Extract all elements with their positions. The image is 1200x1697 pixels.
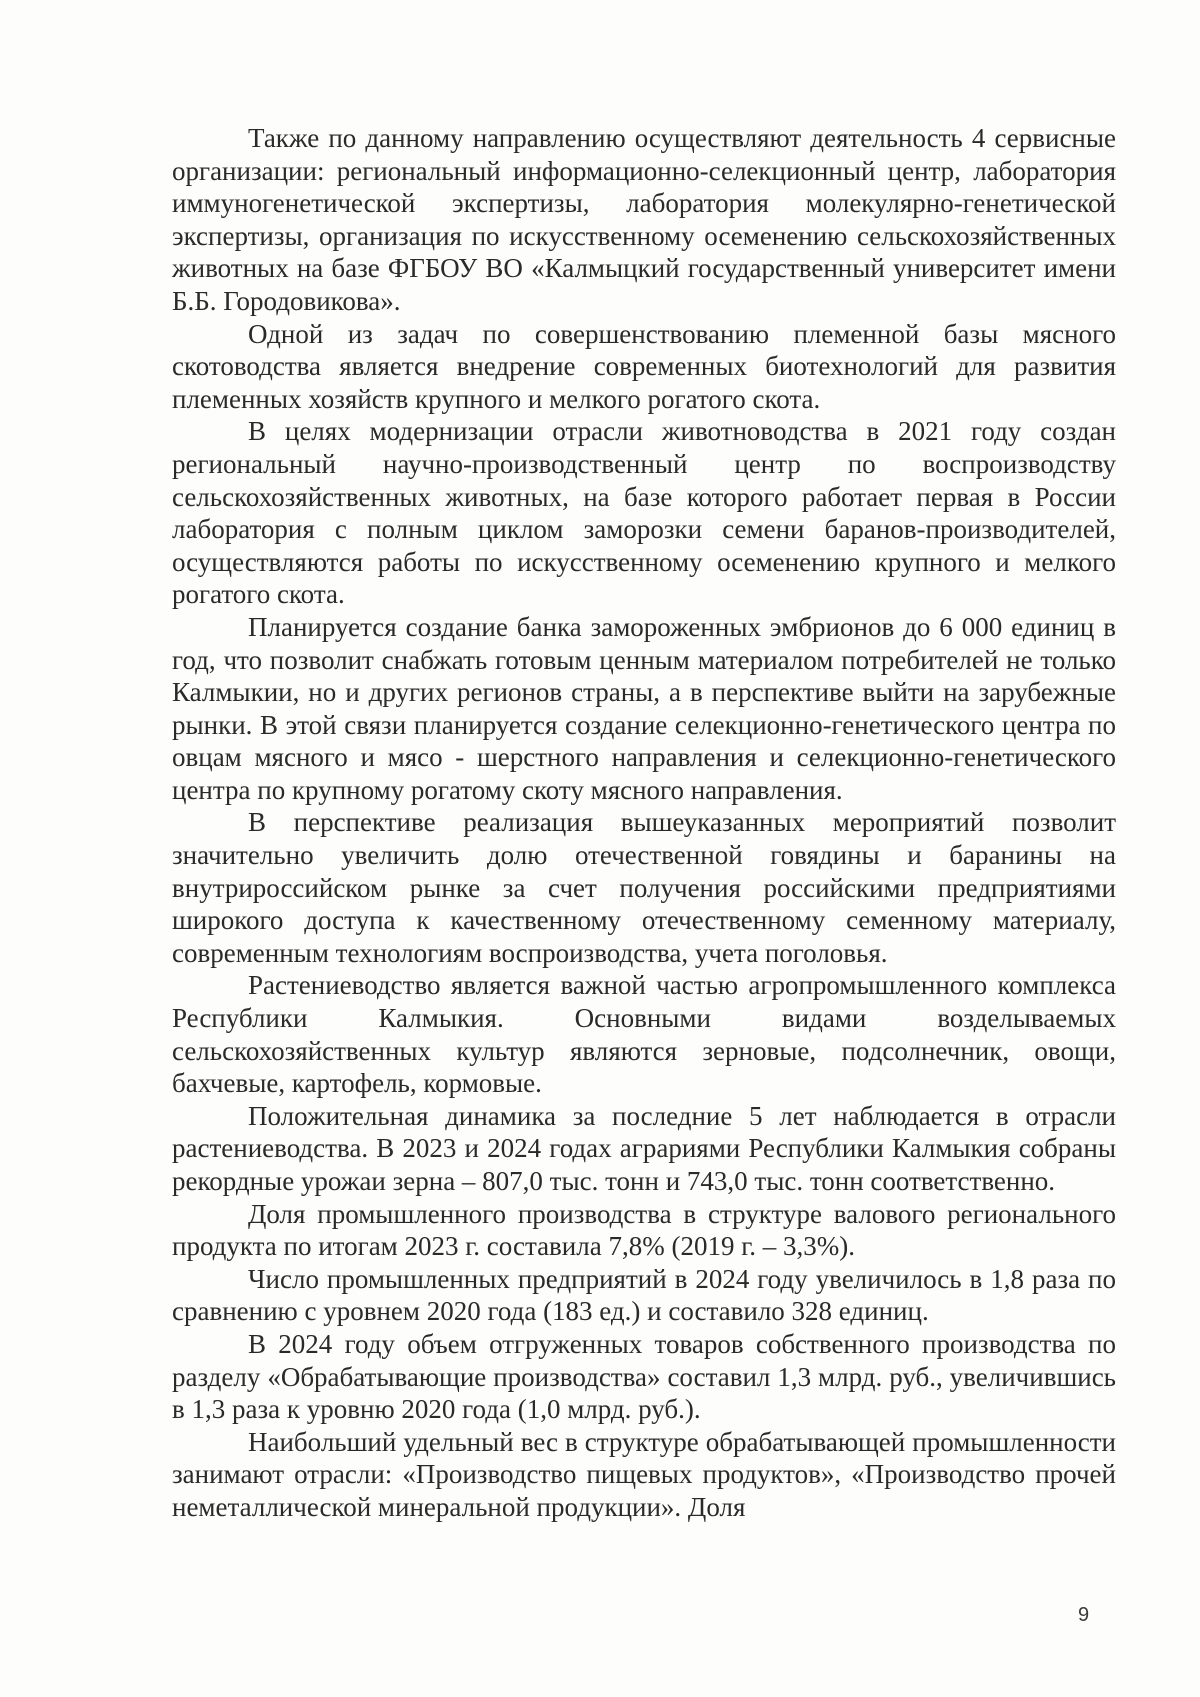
- paragraph-manufacturing-structure: Наибольший удельный вес в структуре обрабатывающей промышленности занимают отрасли: «Производство пищевых продуктов», «Производство прочей неметаллической минеральной продукции». Доля: [172, 1426, 1116, 1522]
- paragraph-enterprise-count: Число промышленных предприятий в 2024 году увеличилось в 1,8 раза по сравнению с уровнем 2020 года (183 ед.) и составило 328 единиц.: [172, 1263, 1116, 1327]
- paragraph-grain-harvest: Положительная динамика за последние 5 лет наблюдается в отрасли растениеводства. В 2023 и 2024 годах аграриями Республики Калмыкия собраны рекордные урожаи зерна – 807,0 тыс. тонн и 743,0 тыс. тонн соответственно.: [172, 1100, 1116, 1196]
- page-number: 9: [1078, 1604, 1090, 1626]
- paragraph-shipped-goods: В 2024 году объем отгруженных товаров собственного производства по разделу «Обрабатывающие производства» составил 1,3 млрд. руб., увеличившись в 1,3 раза к уровню 2020 года (1,0 млрд. руб.).: [172, 1328, 1116, 1425]
- paragraph-perspective: В перспективе реализация вышеуказанных мероприятий позволит значительно увеличить долю отечественной говядины и баранины на внутрироссийском рынке за счет получения российскими предприятиями широкого доступа к качественному отечественному семенному материалу, современным технологиям воспроизводства, учета поголовья.: [172, 807, 1116, 968]
- paragraph-embryo-bank: Планируется создание банка замороженных эмбрионов до 6 000 единиц в год, что позволит снабжать готовым ценным материалом потребителей не только Калмыкии, но и других регионов страны, а в перспективе выйти на зарубежные рынки. В этой связи планируется создание селекционно-генетического центра по овцам мясного и мясо - шерстного направления и селекционно-генетического центра по крупному рогатому скоту мясного направления.: [172, 611, 1116, 805]
- paragraph-service-organizations: Также по данному направлению осуществляют деятельность 4 сервисные организации: региональный информационно-селекционный центр, лаборатория иммуногенетической экспертизы, лаборатория молекулярно-генетической экспертизы, организация по искусственному осеменению сельскохозяйственных животных на базе ФГБОУ ВО «Калмыцкий государственный университет имени Б.Б. Городовикова».: [172, 123, 1116, 316]
- body-text: [172, 122, 1116, 1524]
- paragraph-industry-share: Доля промышленного производства в структуре валового регионального продукта по итогам 2023 г. составила 7,8% (2019 г. – 3,3%).: [172, 1198, 1116, 1262]
- paragraph-research-center: В целях модернизации отрасли животноводства в 2021 году создан региональный научно-производственный центр по воспроизводству сельскохозяйственных животных, на базе которого работает первая в России лаборатория с полным циклом заморозки семени баранов-производителей, осуществляются работы по искусственному осеменению крупного и мелкого рогатого скота.: [172, 416, 1116, 610]
- paragraph-crop-production: Растениеводство является важной частью агропромышленного комплекса Республики Калмыкия. Основными видами возделываемых сельскохозяйственных культур являются зерновые, подсолнечник, овощи, бахчевые, картофель, кормовые.: [172, 970, 1116, 1099]
- paragraph-breeding-base: Одной из задач по совершенствованию племенной базы мясного скотоводства является внедрение современных биотехнологий для развития племенных хозяйств крупного и мелкого рогатого скота.: [172, 318, 1116, 414]
